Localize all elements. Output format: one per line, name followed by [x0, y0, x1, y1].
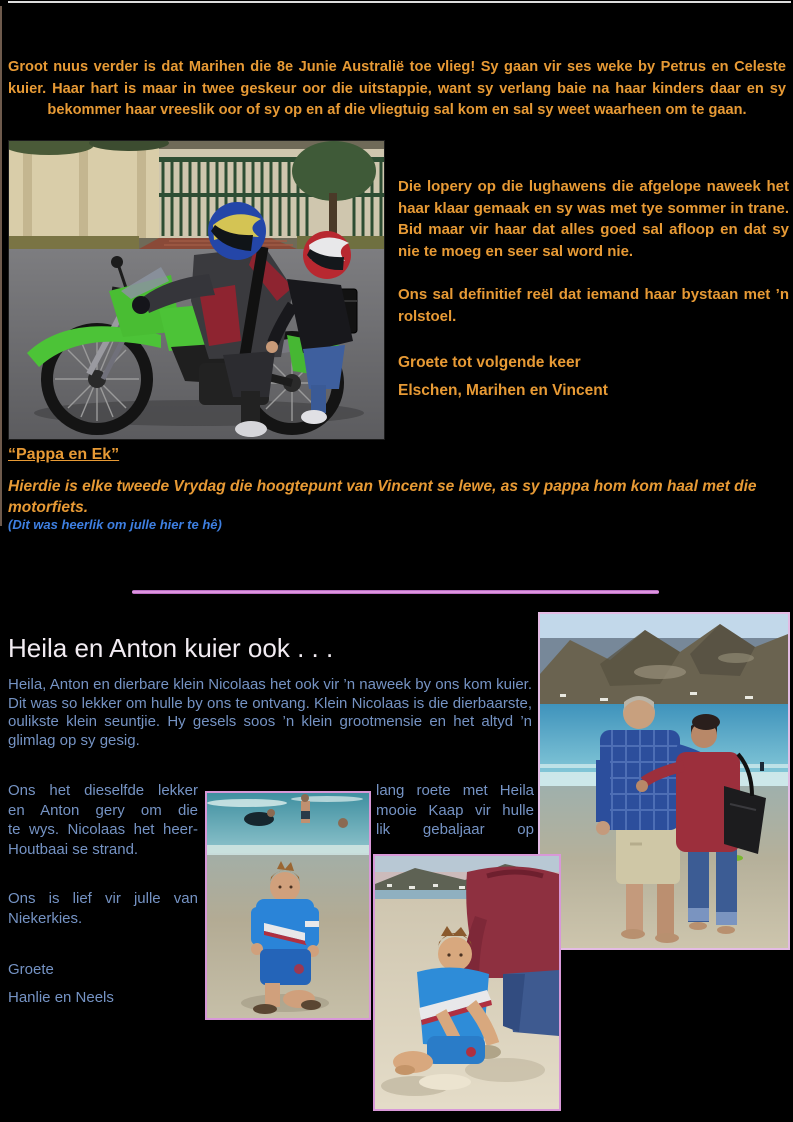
marihen-signature: Elschen, Marihen en Vincent: [398, 382, 608, 399]
motorcycle-photo-art: [9, 141, 384, 439]
boy-beach-photo: [205, 791, 371, 1020]
motorcycle-photo: [8, 140, 385, 440]
middle-column-line: lik gebaljaar op: [376, 821, 534, 838]
marihen-intro-paragraph: Groot nuus verder is dat Marihen die 8e Junie Australië toe vlieg! Sy gaan vir ses weke by Petrus en Celeste kuier. Haar hart is maar in twee geskeur oor die uitstappie, want sy verlang baie na haar kinders daar en sy bekommer haar vreeslik oor of sy op en af die vliegtuig sal kom en sal sy weet waarheen om te gaan.: [8, 59, 786, 118]
visit-note: (Dit was heerlik om julle hier te hê): [8, 517, 222, 532]
middle-column-line: mooie Kaap vir hulle: [376, 801, 534, 819]
hanlie-neels-signature: Hanlie en Neels: [8, 989, 114, 1006]
marihen-closing-line: Groete tot volgende keer: [398, 354, 581, 371]
wheelchair-paragraph: Ons sal definitief reël dat iemand haar bystaan met ’n rolstoel.: [398, 286, 789, 325]
toddler-sand-photo: [373, 854, 561, 1111]
groete-closing: Groete: [8, 961, 54, 978]
left-column-line: en Anton gery om die: [8, 801, 198, 819]
airport-paragraph: Die lopery op die lughawens die afgelope naweek het haar klaar gemaak en sy was met tye sommer in trane. Bid maar vir haar dat alles goed sal afloop en dat sy nie te moeg en seer sal word nie.: [398, 178, 789, 260]
section-divider-line: [132, 590, 659, 594]
love-closing-line: Ons is lief vir julle van: [8, 890, 198, 907]
left-column-line: te wys. Nicolaas het heer-: [8, 821, 198, 838]
couple-beach-photo: [538, 612, 790, 950]
pappa-en-ek-paragraph: Hierdie is elke tweede Vrydag die hoogtepunt van Vincent se lewe, as sy pappa hom kom haal met die motorfiets.: [8, 478, 757, 516]
love-closing-line: Niekerkies.: [8, 909, 83, 927]
heila-anton-heading: Heila en Anton kuier ook . . .: [8, 633, 334, 663]
page-top-edge: [8, 1, 791, 3]
left-column-line: Houtbaai se strand.: [8, 840, 139, 858]
left-column-line: Ons het dieselfde lekker: [8, 782, 198, 799]
left-column-text: [8, 781, 198, 859]
love-closing: [8, 889, 198, 928]
page-left-edge: [0, 6, 2, 526]
couple-beach-photo-art: [540, 614, 788, 948]
boy-beach-photo-art: [207, 793, 369, 1018]
pappa-en-ek-heading: “Pappa en Ek”: [8, 446, 120, 463]
toddler-sand-photo-art: [375, 856, 559, 1109]
middle-column-line: lang roete met Heila: [376, 782, 534, 799]
heila-visit-paragraph: Heila, Anton en dierbare klein Nicolaas het ook vir ’n naweek by ons kom kuier. Dit was so lekker om hulle by ons te ontvang. Klein Nicolaas is die dierbaarste, oulikste klein seuntjie. Hy gesels soos ’n klein grootmensie en het altyd ’n glimlag op sy gesig.: [8, 676, 532, 749]
middle-column-text: [376, 781, 534, 840]
